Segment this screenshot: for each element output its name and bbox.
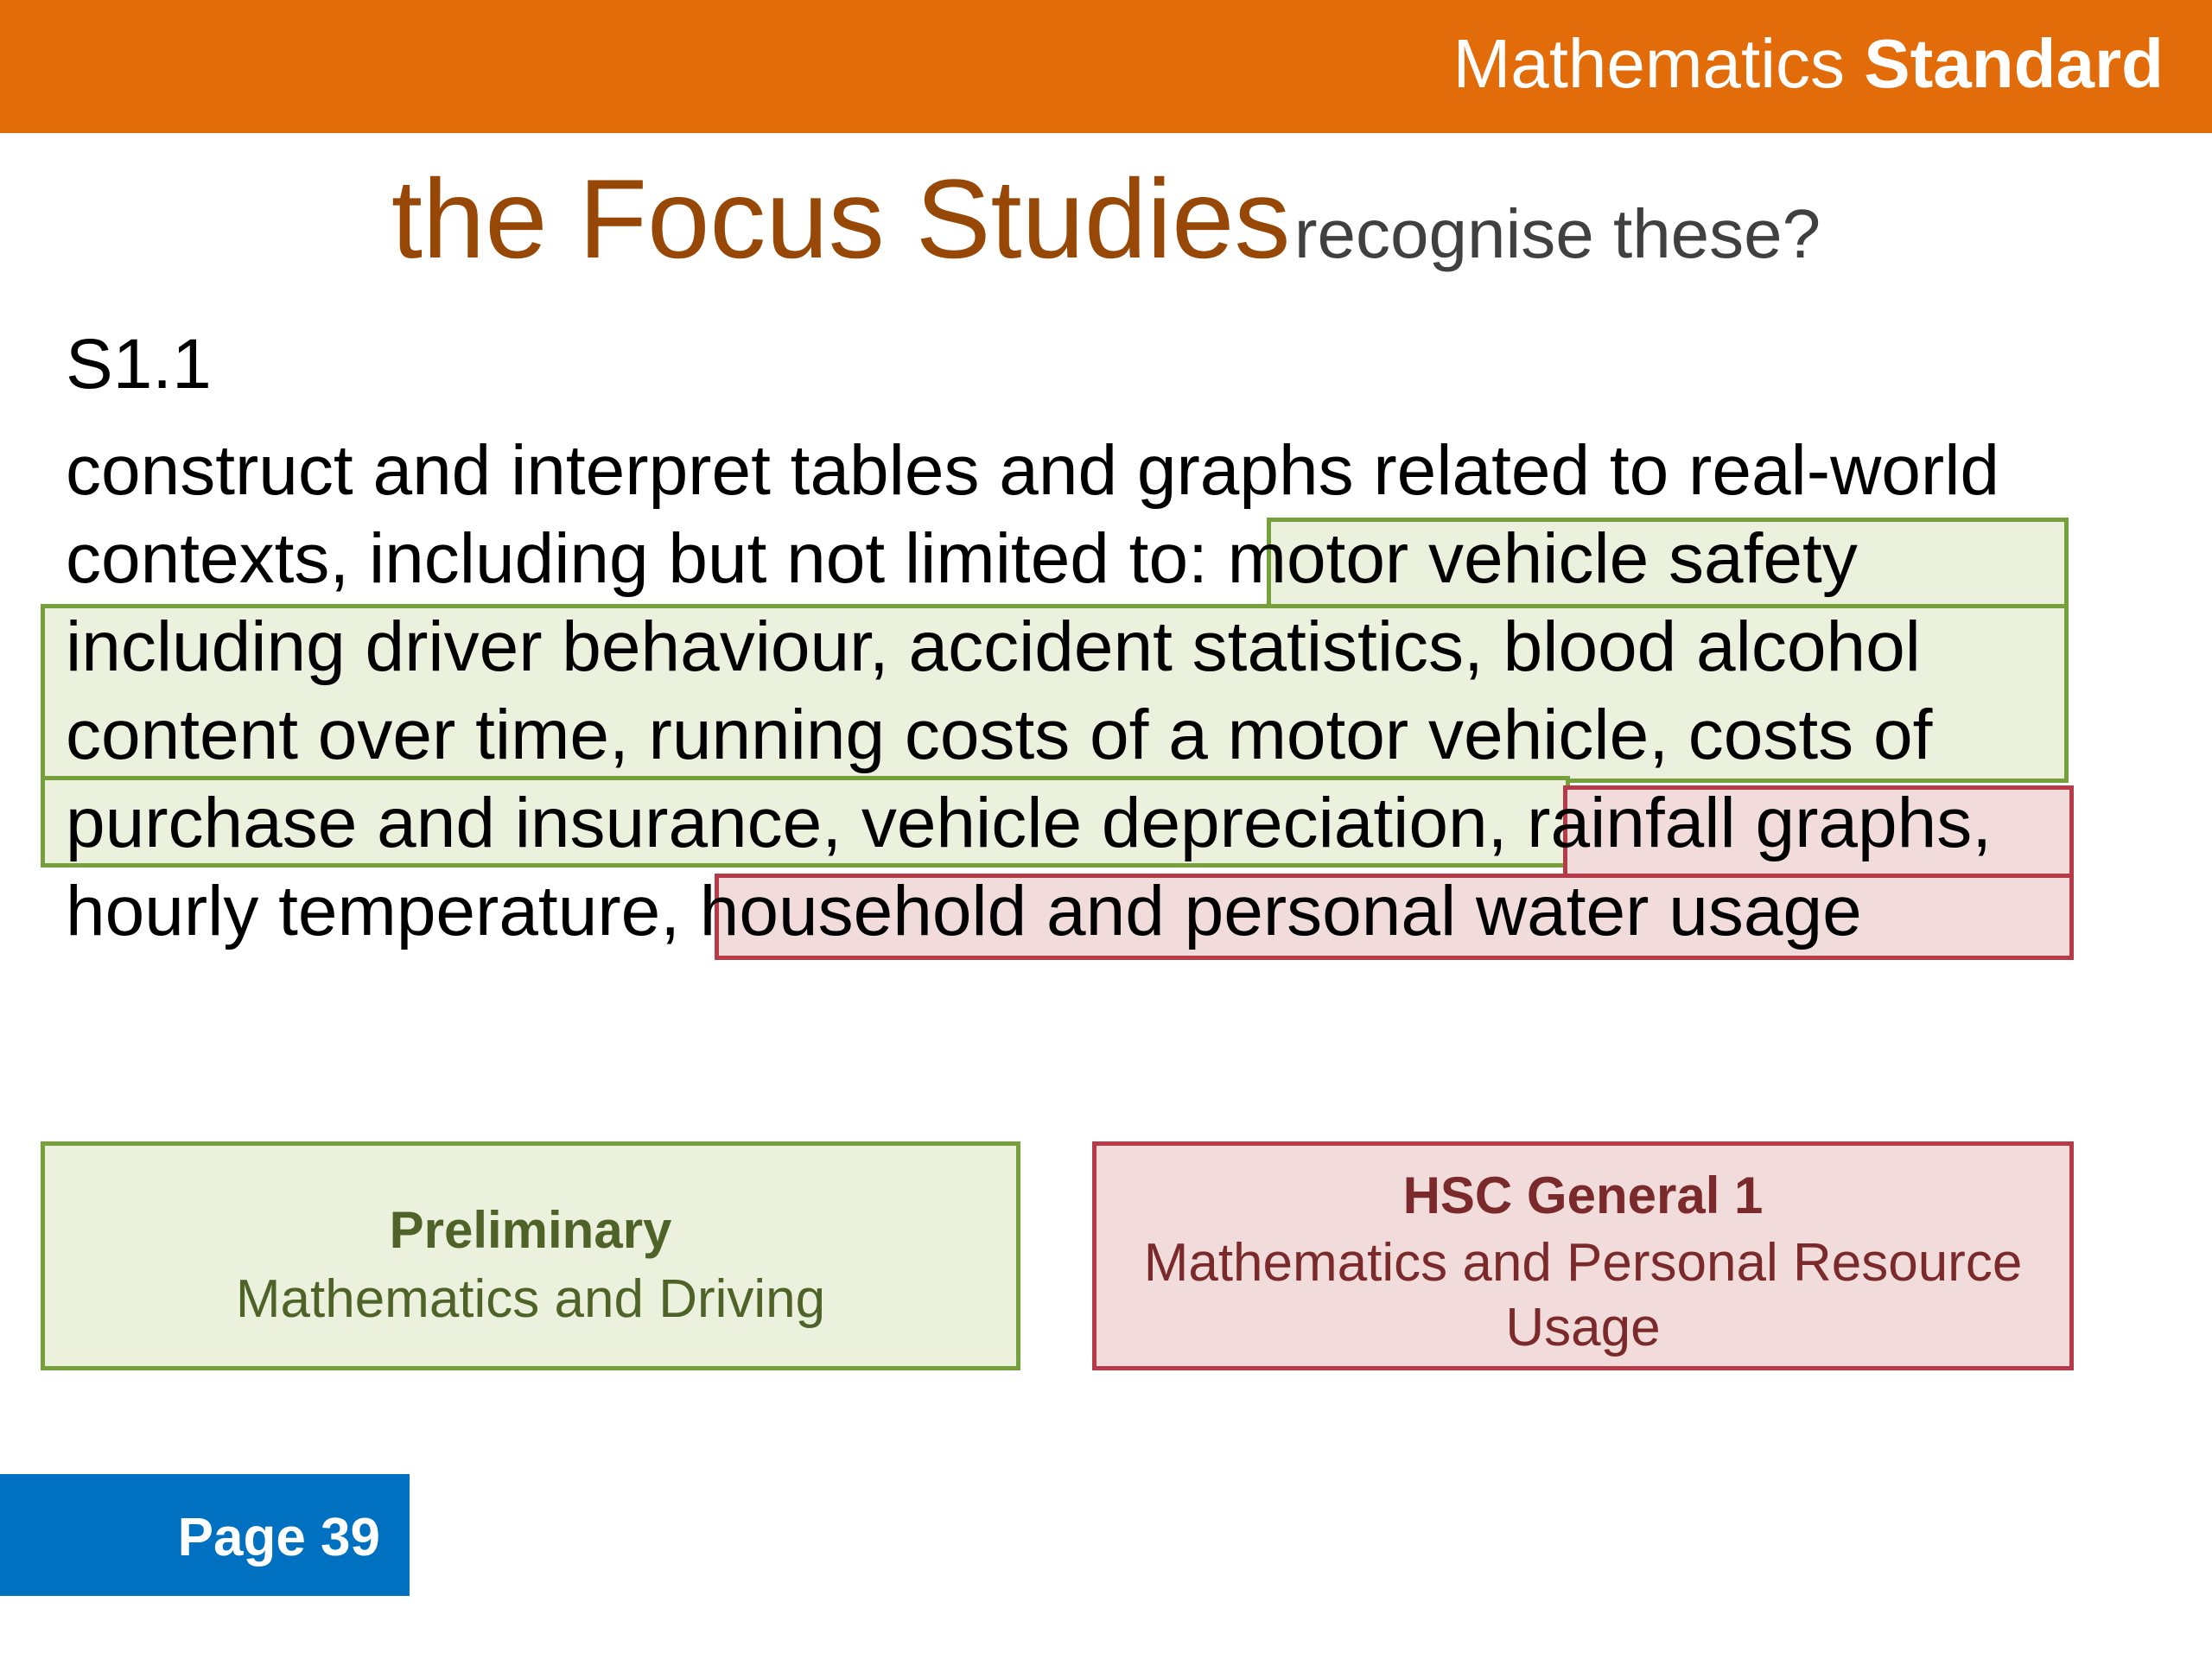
course-name (1453, 24, 2164, 104)
slide-title-main: the Focus Studies (391, 156, 1291, 282)
outcome-code: S1.1 (66, 325, 212, 404)
page-number: Page 39 (177, 1508, 380, 1567)
outcome-text-line-3: including driver behaviour, accident statistics, blood alcohol (66, 607, 1921, 686)
header-bar (0, 0, 2212, 133)
preliminary-focus-box (41, 1141, 1020, 1370)
course-subject: Mathematics (1452, 25, 1846, 102)
outcome-text-line-2: contexts, including but not limited to: motor vehicle safety (66, 519, 1858, 598)
outcome-text-line-5: purchase and insurance, vehicle depreciation, rainfall graphs, (66, 784, 1993, 862)
slide-title (0, 154, 2212, 283)
preliminary-subtitle: Mathematics and Driving (235, 1269, 826, 1329)
outcome-text-line-4: content over time, running costs of a motor vehicle, costs of (66, 696, 1933, 774)
hsc-focus-box (1092, 1141, 2074, 1370)
hsc-subtitle-line-2: Usage (1505, 1298, 1661, 1357)
hsc-title: HSC General 1 (1402, 1166, 1764, 1224)
hsc-subtitle-line-1: Mathematics and Personal Resource (1143, 1233, 2023, 1293)
page-reference-tab (0, 1474, 410, 1596)
slide-title-sub: recognise these? (1294, 195, 1821, 272)
course-level: Standard (1864, 25, 2164, 102)
outcome-text-line-1: construct and interpret tables and graphs related to real-world (66, 431, 2000, 510)
preliminary-title: Preliminary (389, 1201, 672, 1259)
outcome-text-line-6: hourly temperature, household and personal water usage (66, 872, 1862, 950)
